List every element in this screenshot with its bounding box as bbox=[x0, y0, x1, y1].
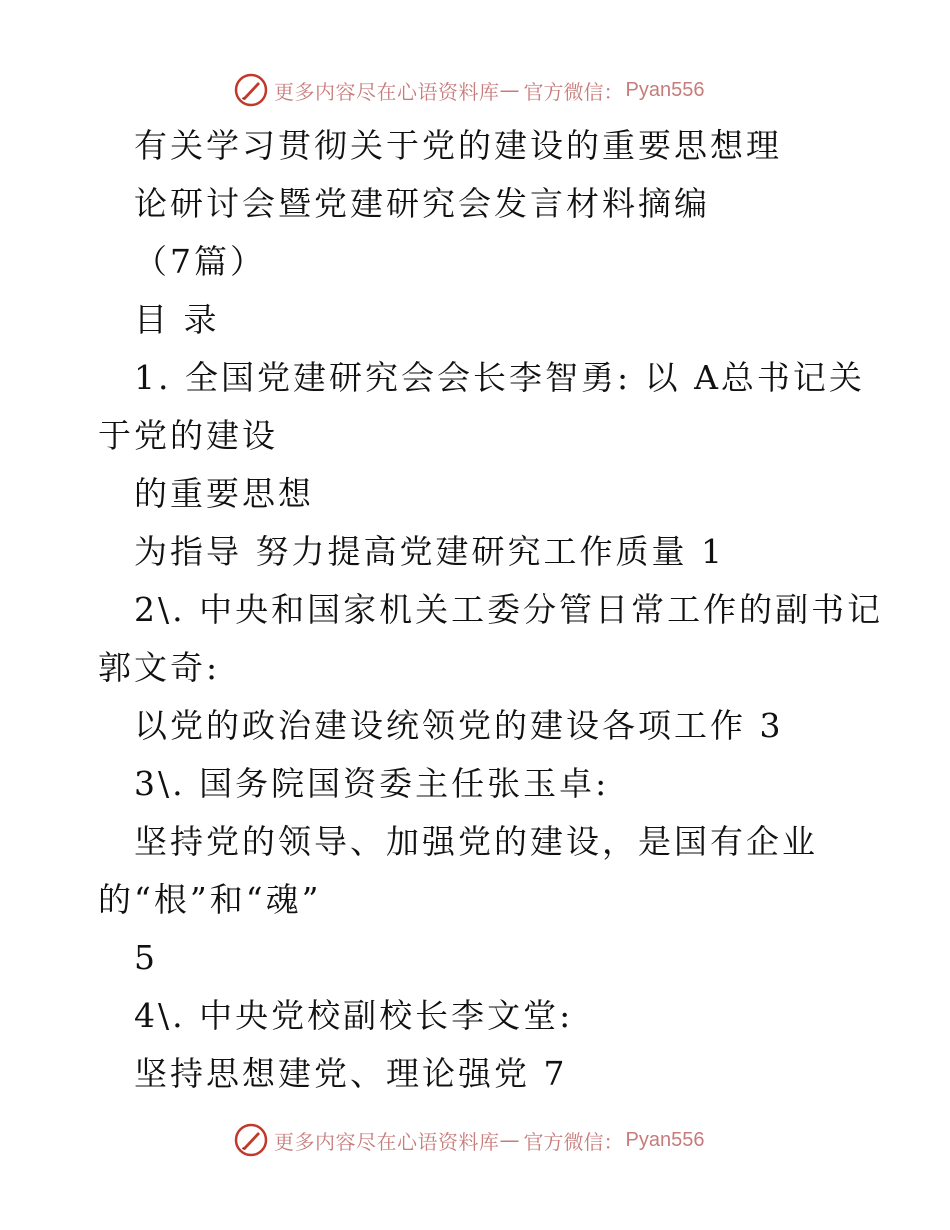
watermark-text: 更多内容尽在心语资料库 bbox=[274, 79, 500, 104]
toc-entry-4-sub1: 坚持思想建党、理论强党 7 bbox=[134, 1054, 568, 1093]
watermark-separator: — bbox=[499, 1128, 520, 1152]
toc-entry-3-sub1: 坚持党的领导、加强党的建设，是国有企业 bbox=[134, 822, 818, 861]
quill-logo-icon bbox=[234, 1123, 268, 1157]
toc-entry-2-sub1: 以党的政治建设统领党的建设各项工作 3 bbox=[134, 706, 784, 745]
toc-entry-1-sub1: 的重要思想 bbox=[134, 474, 314, 513]
toc-entry-2-cont: 郭文奇: bbox=[98, 648, 221, 687]
toc-heading: 目 录 bbox=[134, 300, 220, 339]
watermark-header bbox=[234, 70, 704, 110]
watermark-wechat-id: Pyan556 bbox=[625, 78, 705, 101]
toc-entry-3-cont: 的“根”和“魂” bbox=[98, 880, 322, 919]
toc-entry-4-head: 4\. 中央党校副校长李文堂: bbox=[134, 996, 574, 1035]
watermark-footer bbox=[234, 1120, 704, 1160]
toc-entry-1-cont: 于党的建设 bbox=[98, 416, 278, 455]
toc-entry-3-head: 3\. 国务院国资委主任张玉卓: bbox=[134, 764, 610, 803]
toc-entry-3-page: 5 bbox=[134, 938, 158, 977]
article-count: （7篇） bbox=[134, 242, 266, 281]
toc-entry-1-sub2: 为指导 努力提高党建研究工作质量 1 bbox=[134, 532, 725, 571]
document-title-line-1: 有关学习贯彻关于党的建设的重要思想理 bbox=[134, 126, 782, 165]
watermark-official-label: 官方微信： bbox=[523, 1129, 624, 1154]
watermark-separator: — bbox=[499, 78, 520, 102]
toc-entry-2-head: 2\. 中央和国家机关工委分管日常工作的副书记 bbox=[134, 590, 884, 629]
toc-entry-1-head: 1. 全国党建研究会会长李智勇: 以 A总书记关 bbox=[134, 358, 865, 397]
watermark-official-label: 官方微信： bbox=[523, 79, 624, 104]
quill-logo-icon bbox=[234, 73, 268, 107]
watermark-wechat-id: Pyan556 bbox=[625, 1128, 705, 1151]
document-title-line-2: 论研讨会暨党建研究会发言材料摘编 bbox=[134, 184, 710, 223]
watermark-text: 更多内容尽在心语资料库 bbox=[274, 1129, 500, 1154]
